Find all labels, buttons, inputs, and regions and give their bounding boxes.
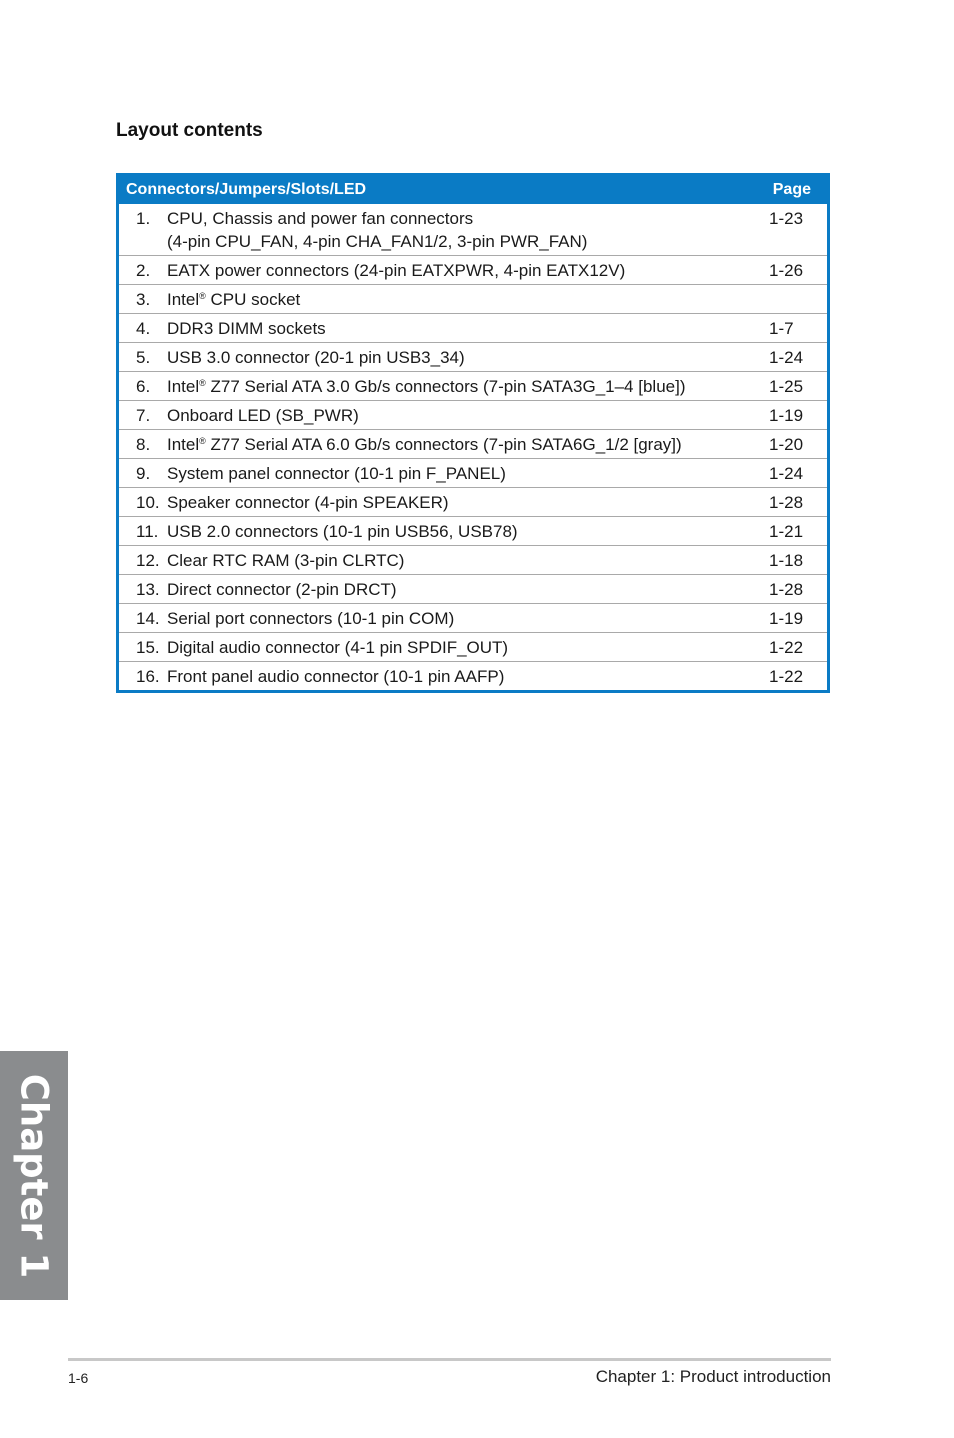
header-page: Page bbox=[772, 181, 811, 198]
row-description: USB 2.0 connectors (10-1 pin USB56, USB78) bbox=[167, 522, 518, 541]
row-description: EATX power connectors (24-pin EATXPWR, 4-pin EATX12V) bbox=[167, 261, 626, 280]
table-row bbox=[119, 313, 827, 342]
table-row bbox=[119, 487, 827, 516]
row-number: 8. bbox=[136, 435, 151, 454]
row-page bbox=[769, 288, 827, 311]
row-page: 1-19 bbox=[769, 406, 804, 425]
row-description: Intel® CPU socket bbox=[167, 290, 301, 309]
footer-page-number: 1-6 bbox=[68, 1370, 89, 1386]
row-number: 2. bbox=[136, 261, 151, 280]
table-row bbox=[119, 458, 827, 487]
footer-divider bbox=[68, 1358, 831, 1361]
row-description: CPU, Chassis and power fan connectors (4-pin CPU_FAN, 4-pin CHA_FAN1/2, 3-pin PWR_FAN) bbox=[167, 209, 588, 251]
table-row bbox=[119, 371, 827, 400]
row-page: 1-18 bbox=[769, 551, 804, 570]
row-description: Intel® Z77 Serial ATA 3.0 Gb/s connectors (7-pin SATA3G_1–4 [blue]) bbox=[167, 377, 686, 396]
table-header bbox=[119, 176, 827, 204]
table-row bbox=[119, 255, 827, 284]
chapter-tab bbox=[0, 1051, 68, 1300]
row-page: 1-23 bbox=[769, 209, 804, 228]
table-row bbox=[119, 545, 827, 574]
row-number: 12. bbox=[136, 551, 160, 570]
section-heading: Layout contents bbox=[116, 120, 263, 141]
chapter-tab-label: Chapter 1 bbox=[12, 1073, 56, 1279]
row-description: Front panel audio connector (10-1 pin AAFP) bbox=[167, 667, 505, 686]
row-page: 1-28 bbox=[769, 580, 804, 599]
footer-chapter-title: Chapter 1: Product introduction bbox=[595, 1367, 831, 1386]
row-number: 14. bbox=[136, 609, 160, 628]
row-page: 1-22 bbox=[769, 667, 804, 686]
row-description: Speaker connector (4-pin SPEAKER) bbox=[167, 493, 449, 512]
row-description: Clear RTC RAM (3-pin CLRTC) bbox=[167, 551, 405, 570]
table-row bbox=[119, 284, 827, 313]
row-number: 1. bbox=[136, 209, 151, 228]
header-connectors: Connectors/Jumpers/Slots/LED bbox=[126, 181, 367, 198]
row-number: 11. bbox=[136, 522, 159, 541]
table-body bbox=[119, 204, 827, 690]
table-row bbox=[119, 342, 827, 371]
row-page: 1-25 bbox=[769, 377, 804, 396]
layout-contents-table bbox=[116, 173, 830, 693]
row-page: 1-22 bbox=[769, 638, 804, 657]
table-row bbox=[119, 632, 827, 661]
row-page: 1-24 bbox=[769, 464, 804, 483]
row-description: Intel® Z77 Serial ATA 6.0 Gb/s connectors (7-pin SATA6G_1/2 [gray]) bbox=[167, 435, 682, 454]
table-row bbox=[119, 516, 827, 545]
row-number: 9. bbox=[136, 464, 151, 483]
row-number: 16. bbox=[136, 667, 160, 686]
row-number: 5. bbox=[136, 348, 151, 367]
row-number: 7. bbox=[136, 406, 151, 425]
row-description: DDR3 DIMM sockets bbox=[167, 319, 326, 338]
table-row bbox=[119, 603, 827, 632]
row-description: Direct connector (2-pin DRCT) bbox=[167, 580, 397, 599]
row-number: 15. bbox=[136, 638, 160, 657]
table-row bbox=[119, 400, 827, 429]
row-description: Serial port connectors (10-1 pin COM) bbox=[167, 609, 455, 628]
row-number: 4. bbox=[136, 319, 151, 338]
table-row bbox=[119, 574, 827, 603]
row-page: 1-7 bbox=[769, 319, 794, 338]
row-number: 3. bbox=[136, 290, 151, 309]
row-page: 1-28 bbox=[769, 493, 804, 512]
row-description: System panel connector (10-1 pin F_PANEL) bbox=[167, 464, 506, 483]
table-row bbox=[119, 204, 827, 255]
row-number: 10. bbox=[136, 493, 160, 512]
table-row bbox=[119, 429, 827, 458]
row-number: 6. bbox=[136, 377, 151, 396]
row-page: 1-24 bbox=[769, 348, 804, 367]
row-page: 1-20 bbox=[769, 435, 804, 454]
row-description: Digital audio connector (4-1 pin SPDIF_OUT) bbox=[167, 638, 509, 657]
row-page: 1-26 bbox=[769, 261, 804, 280]
row-page: 1-21 bbox=[769, 522, 804, 541]
row-page: 1-19 bbox=[769, 609, 804, 628]
row-description: USB 3.0 connector (20-1 pin USB3_34) bbox=[167, 348, 465, 367]
row-description: Onboard LED (SB_PWR) bbox=[167, 406, 359, 425]
table-row bbox=[119, 661, 827, 690]
row-number: 13. bbox=[136, 580, 160, 599]
